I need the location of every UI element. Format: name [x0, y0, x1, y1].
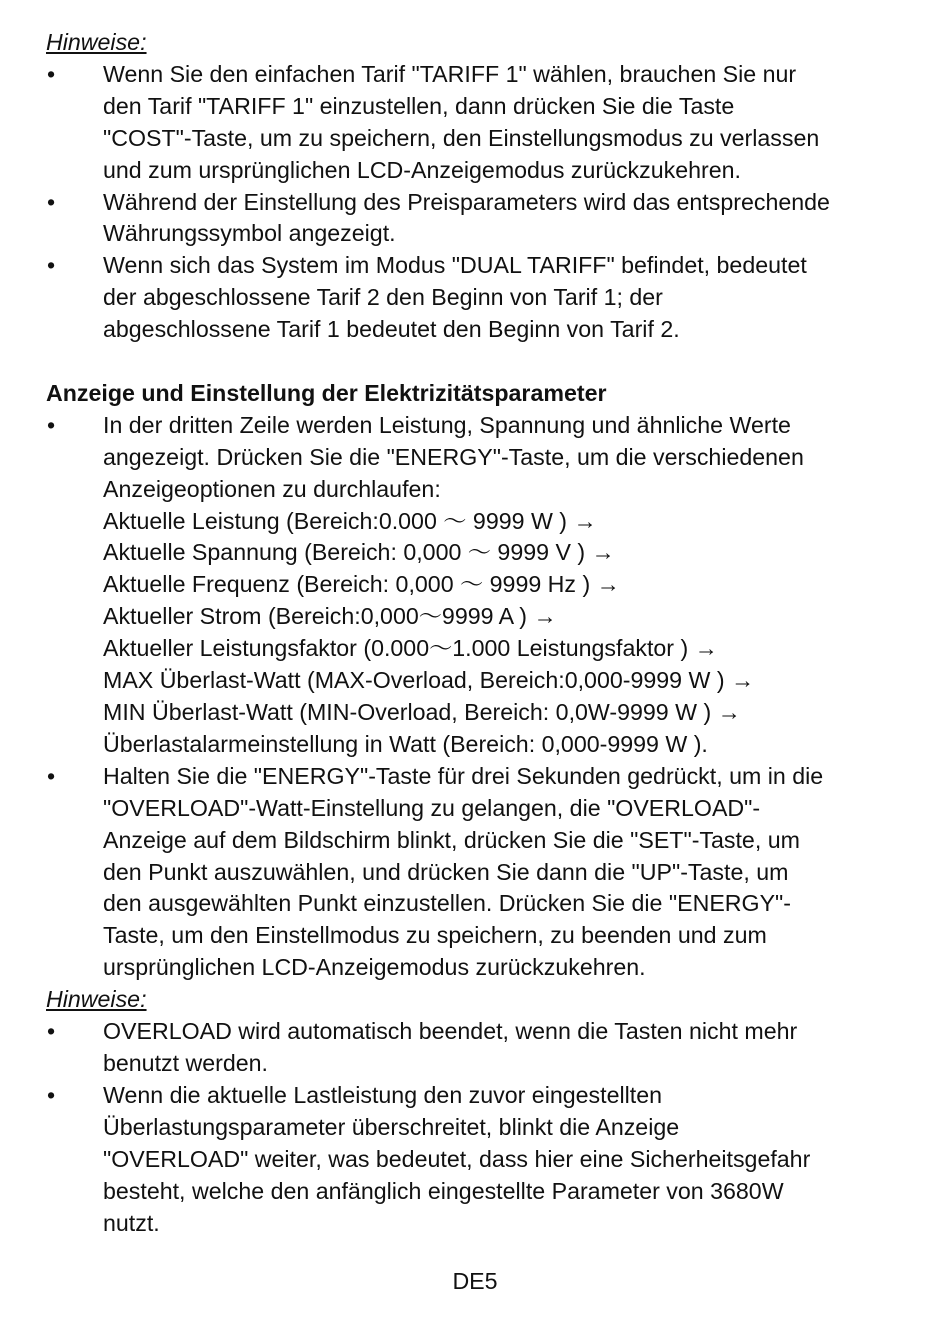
bullet-text-line: Überlastalarmeinstellung in Watt (Bereich: 0,000-9999 W ). [103, 730, 708, 757]
bullet-text-line: den Tarif "TARIFF 1" einzustellen, dann drücken Sie die Taste [103, 92, 735, 119]
bullet-text-line: MIN Überlast-Watt (MIN-Overload, Bereich: 0,0W-9999 W ) → [103, 699, 741, 726]
bullet-text-line: In der dritten Zeile werden Leistung, Spannung und ähnliche Werte [103, 411, 791, 438]
bullet-text-line: "OVERLOAD"-Watt-Einstellung zu gelangen, die "OVERLOAD"- [103, 794, 761, 821]
bullet-dot: • [47, 411, 56, 438]
bullet-text-line: den Punkt auszuwählen, und drücken Sie dann die "UP"-Taste, um [103, 858, 789, 885]
page-number: DE5 [452, 1268, 498, 1294]
bullet-text-line: Während der Einstellung des Preisparameters wird das entsprechende [103, 188, 830, 215]
bullet-text-line: "OVERLOAD" weiter, was bedeutet, dass hier eine Sicherheitsgefahr [103, 1145, 811, 1172]
bullet-text-line: Aktuelle Frequenz (Bereich: 0,000 ～ 9999 Hz ) → [103, 571, 620, 598]
bullet-item [46, 1080, 926, 1240]
bullet-item [46, 410, 926, 761]
bullet-text-line: Anzeigeoptionen zu durchlaufen: [103, 475, 441, 502]
notes-list-1 [46, 59, 926, 346]
bullet-text-line: Überlastungsparameter überschreitet, blinkt die Anzeige [103, 1113, 680, 1140]
bullet-dot: • [47, 762, 56, 789]
section-spacer [46, 346, 926, 378]
bullet-text-line: der abgeschlossene Tarif 2 den Beginn von Tarif 1; der [103, 284, 663, 311]
bullet-text-line: Währungssymbol angezeigt. [103, 220, 396, 247]
bullet-text-line: Taste, um den Einstellmodus zu speichern, zu beenden und zum [103, 922, 767, 949]
bullet-text-line: Aktueller Leistungsfaktor (0.000～1.000 Leistungsfaktor ) → [103, 635, 718, 662]
bullet-text-line: Anzeige auf dem Bildschirm blinkt, drücken Sie die "SET"-Taste, um [103, 826, 800, 853]
bullet-item [46, 59, 926, 187]
bullet-text-line: Halten Sie die "ENERGY"-Taste für drei Sekunden gedrückt, um in die [103, 762, 824, 789]
bullet-text-line: MAX Überlast-Watt (MAX-Overload, Bereich:0,000-9999 W ) → [103, 667, 755, 694]
bullet-text-line: benutzt werden. [103, 1049, 268, 1076]
bullet-text-line: ursprünglichen LCD-Anzeigemodus zurückzukehren. [103, 954, 646, 981]
section-heading: Anzeige und Einstellung der Elektrizitätsparameter [46, 379, 607, 406]
bullet-text-line: Wenn sich das System im Modus "DUAL TARIFF" befindet, bedeutet [103, 252, 807, 279]
bullet-text-line: besteht, welche den anfänglich eingestellte Parameter von 3680W [103, 1177, 784, 1204]
notes-list-2 [46, 1016, 926, 1239]
bullet-item [46, 187, 926, 251]
bullet-item [46, 761, 926, 984]
bullet-text-line: den ausgewählten Punkt einzustellen. Drücken Sie die "ENERGY"- [103, 890, 791, 917]
bullet-dot: • [47, 1081, 56, 1108]
bullet-item [46, 1016, 926, 1080]
bullet-dot: • [47, 252, 56, 279]
bullet-text-line: OVERLOAD wird automatisch beendet, wenn die Tasten nicht mehr [103, 1018, 798, 1045]
bullet-item [46, 250, 926, 346]
bullet-dot: • [47, 1018, 56, 1045]
bullet-text-line: angezeigt. Drücken Sie die "ENERGY"-Taste, um die verschiedenen [103, 443, 804, 470]
bullet-text-line: nutzt. [103, 1209, 160, 1236]
page-content [46, 27, 926, 1239]
bullet-text-line: Wenn die aktuelle Lastleistung den zuvor eingestellten [103, 1081, 663, 1108]
bullet-dot: • [47, 60, 56, 87]
bullet-text-line: Aktuelle Leistung (Bereich:0.000 ～ 9999 W ) → [103, 507, 597, 534]
notes-label: Hinweise: [46, 986, 147, 1013]
bullet-dot: • [47, 188, 56, 215]
notes-label: Hinweise: [46, 29, 147, 55]
bullet-text-line: abgeschlossene Tarif 1 bedeutet den Beginn von Tarif 2. [103, 316, 680, 343]
bullet-text-line: und zum ursprünglichen LCD-Anzeigemodus zurückzukehren. [103, 156, 741, 183]
bullet-text-line: Aktueller Strom (Bereich:0,000～9999 A ) → [103, 603, 557, 630]
bullet-text-line: Wenn Sie den einfachen Tarif "TARIFF 1" wählen, brauchen Sie nur [103, 60, 797, 87]
bullet-text-line: Aktuelle Spannung (Bereich: 0,000 ～ 9999 V ) → [103, 539, 615, 566]
bullet-text-line: "COST"-Taste, um zu speichern, den Einstellungsmodus zu verlassen [103, 124, 820, 151]
electricity-parameters-list [46, 410, 926, 984]
